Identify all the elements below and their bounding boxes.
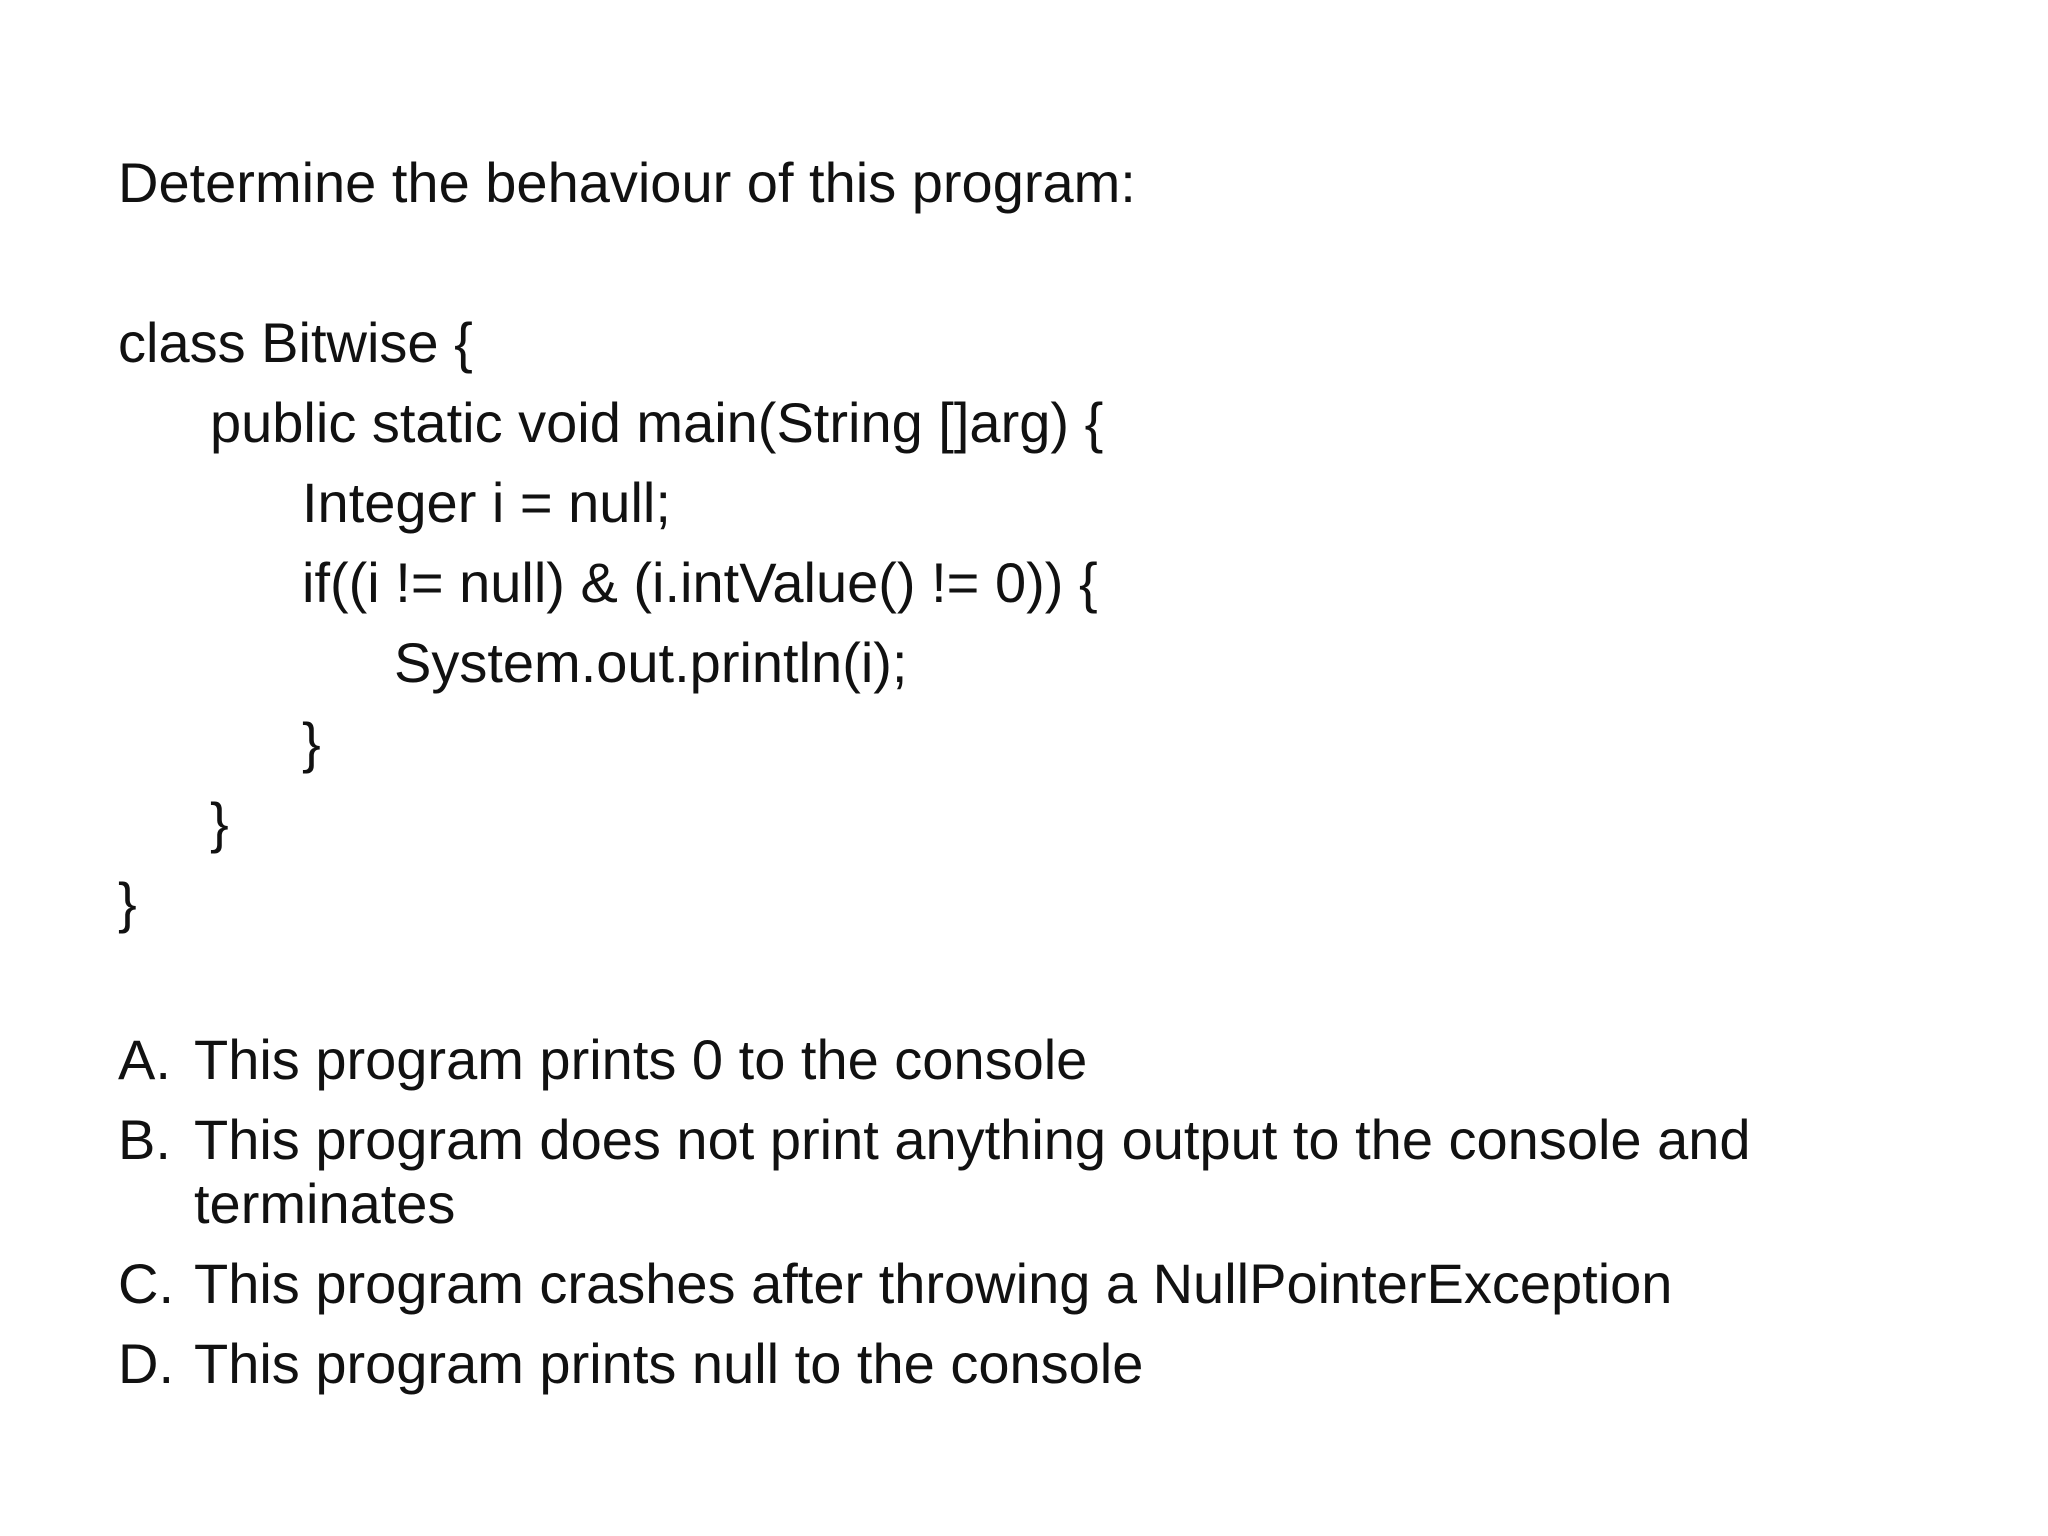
answer-options — [118, 1028, 1998, 1412]
code-line-class-close: } — [118, 871, 137, 934]
code-line-println: System.out.println(i); — [394, 631, 908, 694]
option-text: This program prints null to the console — [194, 1332, 1144, 1395]
answer-option-c — [118, 1252, 1998, 1316]
code-line-var-decl: Integer i = null; — [302, 471, 671, 534]
code-line-if-close: } — [302, 711, 321, 774]
question-prompt: Determine the behaviour of this program: — [118, 151, 1136, 214]
answer-option-b — [118, 1108, 1998, 1236]
option-letter: B. — [118, 1108, 171, 1171]
option-letter: D. — [118, 1332, 174, 1395]
option-text: This program does not print anything output to the console and terminates — [194, 1108, 1751, 1235]
option-text: This program prints 0 to the console — [194, 1028, 1088, 1091]
code-line-main-close: } — [210, 791, 229, 854]
answer-option-d — [118, 1332, 1998, 1396]
answer-option-a — [118, 1028, 1998, 1092]
option-letter: A. — [118, 1028, 171, 1091]
code-line-main-decl: public static void main(String []arg) { — [210, 391, 1104, 454]
code-line-class-decl: class Bitwise { — [118, 311, 473, 374]
code-line-if-statement: if((i != null) & (i.intValue() != 0)) { — [302, 551, 1098, 614]
option-text: This program crashes after throwing a NullPointerException — [194, 1252, 1673, 1315]
code-snippet — [118, 303, 1103, 943]
option-letter: C. — [118, 1252, 174, 1315]
